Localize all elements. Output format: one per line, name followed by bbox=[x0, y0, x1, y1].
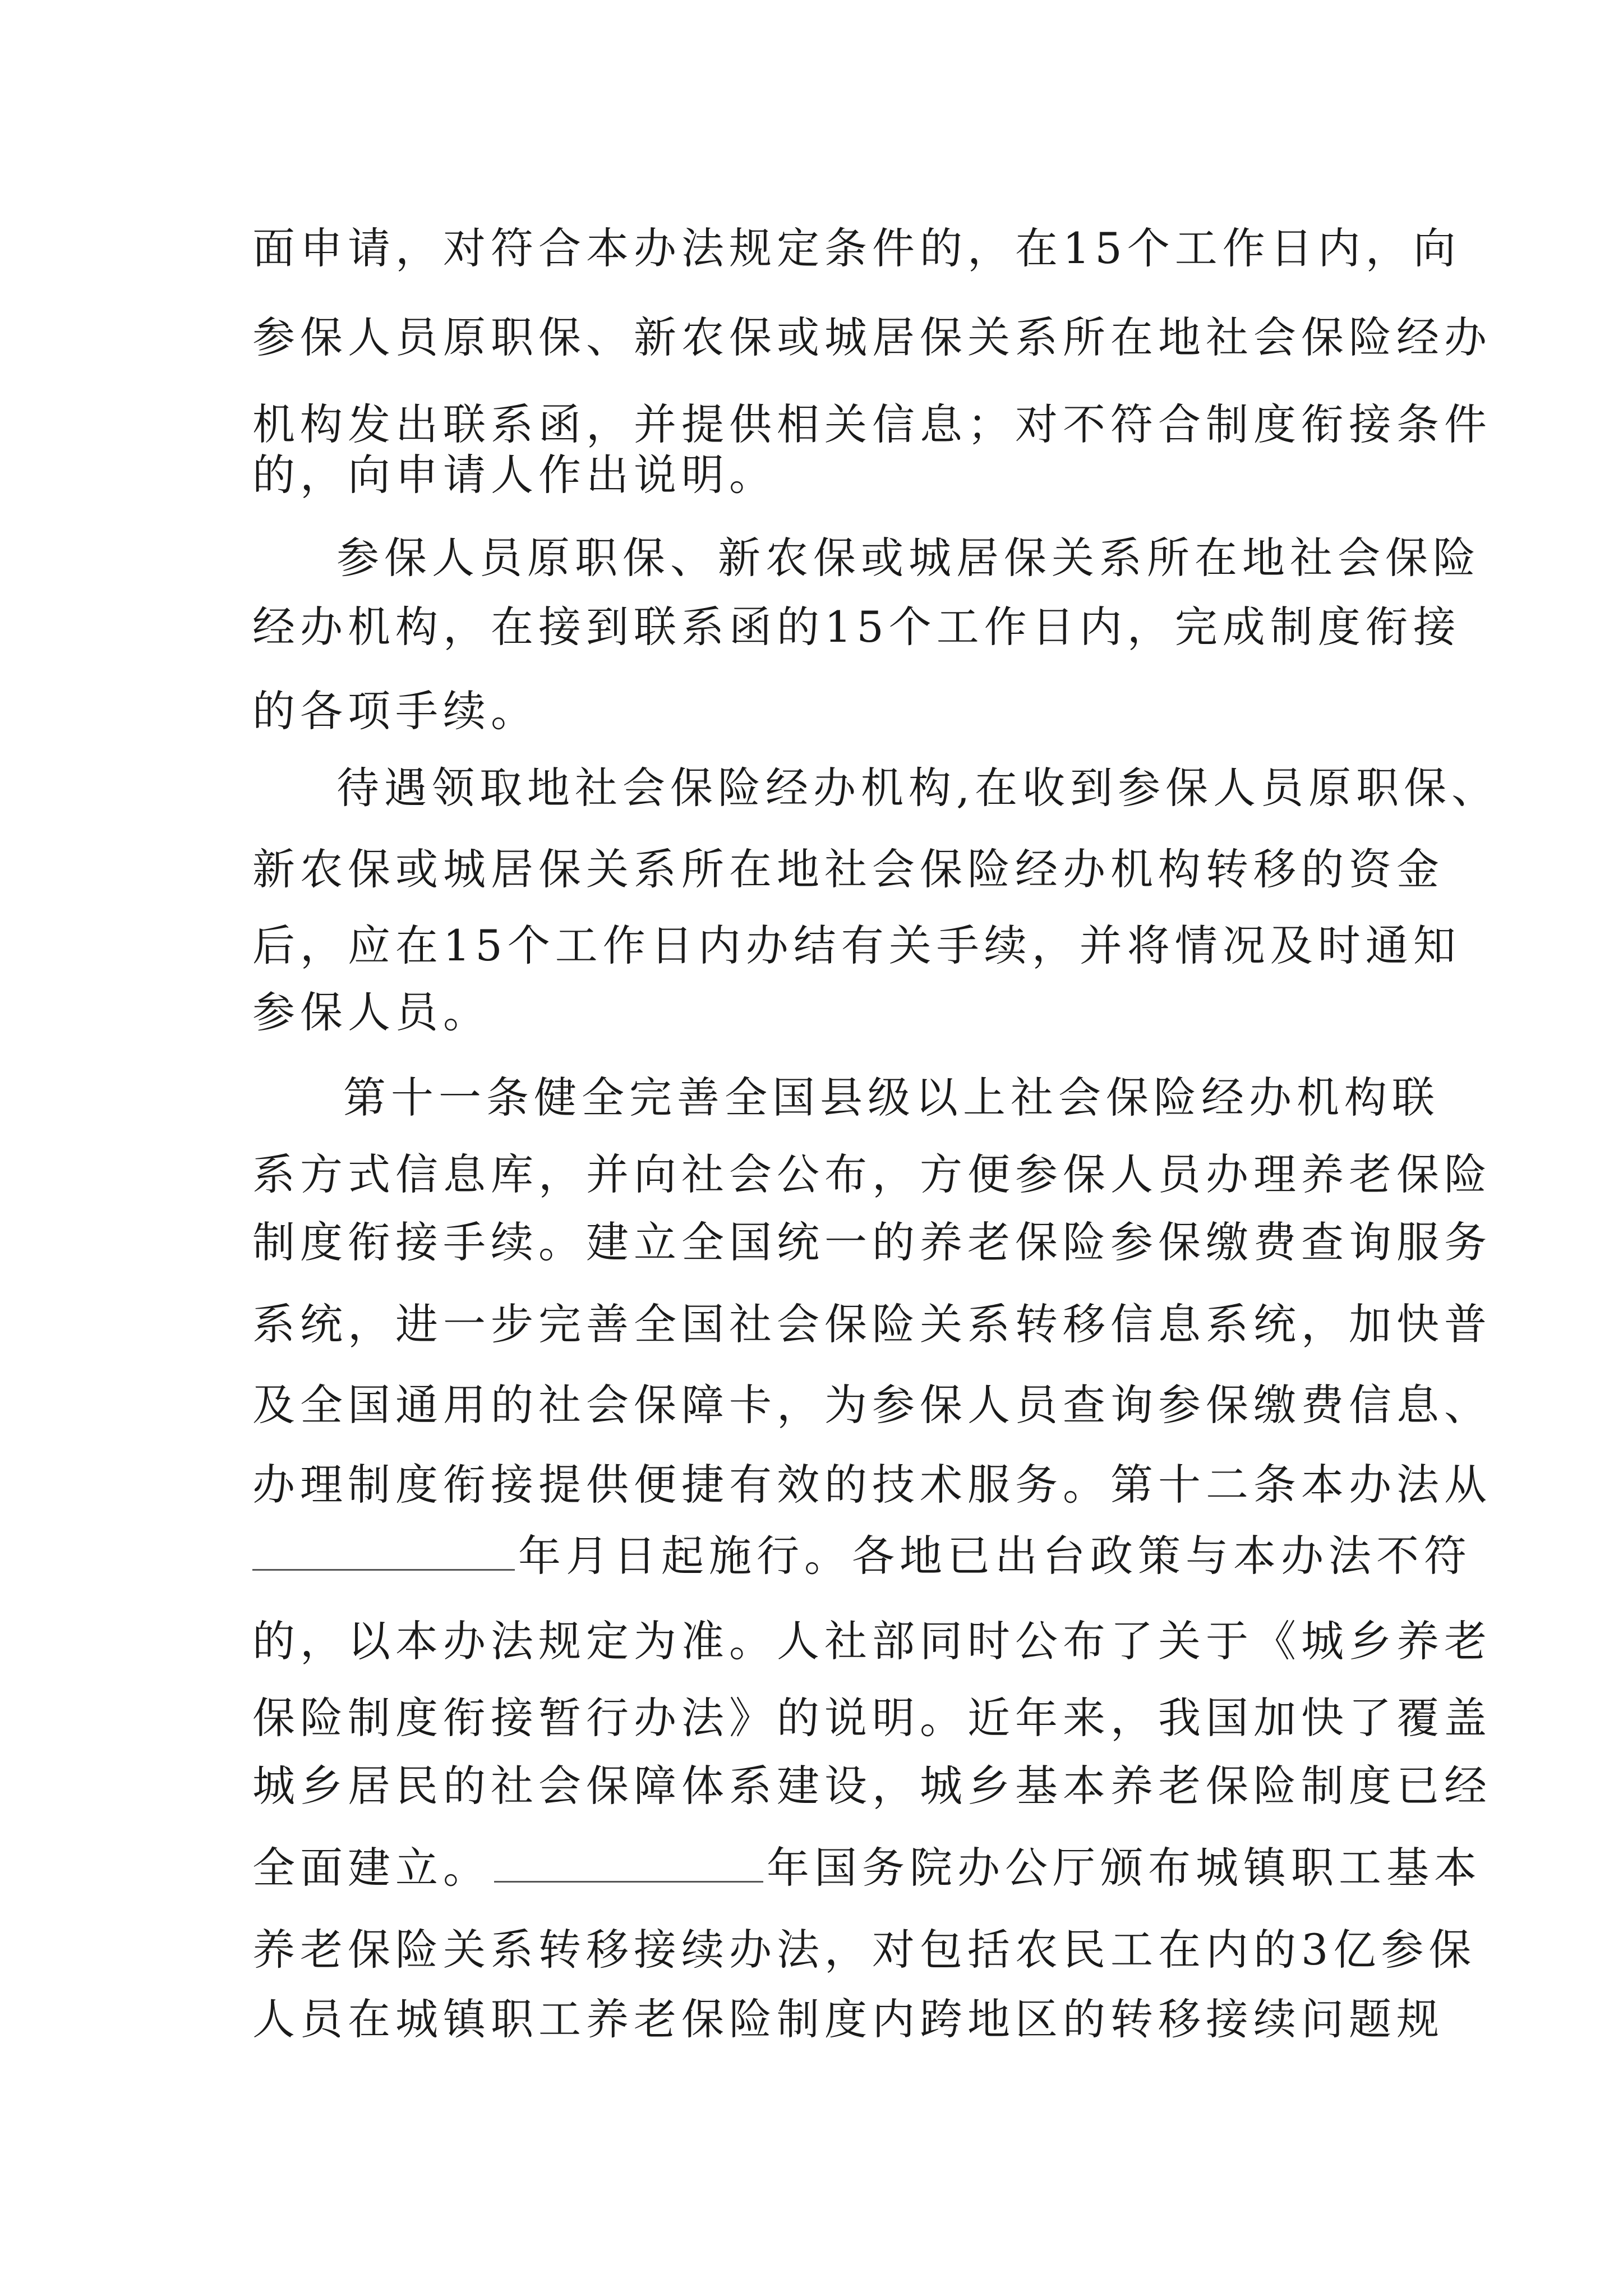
text-line: 待遇领取地社会保险经办机构,在收到参保人员原职保、 bbox=[336, 763, 1500, 813]
text-line: 保险制度衔接暂行办法》的说明。近年来，我国加快了覆盖 bbox=[252, 1693, 1492, 1743]
text-line: 参保人员原职保、新农保或城居保关系所在地社会保险 bbox=[336, 533, 1481, 583]
text-line: 第十一条健全完善全国县级以上社会保险经办机构联 bbox=[343, 1073, 1440, 1122]
text-line: 人员在城镇职工养老保险制度内跨地区的转移接续问题规 bbox=[252, 1994, 1444, 2044]
text-line: 经办机构，在接到联系函的15个工作日内，完成制度衔接 bbox=[252, 602, 1461, 652]
text-line: 系统，进一步完善全国社会保险关系转移信息系统，加快普 bbox=[252, 1299, 1492, 1349]
text-line: 参保人员。 bbox=[252, 987, 491, 1037]
text-line: 面申请，对符合本办法规定条件的，在15个工作日内，向 bbox=[252, 223, 1461, 273]
text-line: 及全国通用的社会保障卡，为参保人员查询参保缴费信息、 bbox=[252, 1380, 1492, 1430]
text-line: 的，向申请人作出说明。 bbox=[252, 450, 777, 500]
text-line: 参保人员原职保、新农保或城居保关系所在地社会保险经办 bbox=[252, 312, 1492, 362]
fill-in-blank bbox=[494, 1839, 763, 1883]
text-line: 机构发出联系函，并提供相关信息；对不符合制度衔接条件 bbox=[252, 399, 1492, 449]
text-line: 系方式信息库，并向社会公布，方便参保人员办理养老保险 bbox=[252, 1149, 1492, 1199]
text-line: 养老保险关系转移接续办法，对包括农民工在内的3亿参保 bbox=[252, 1925, 1477, 1975]
text-segment: 年国务院办公厅颁布城镇职工基本 bbox=[767, 1843, 1482, 1893]
text-line: 城乡居民的社会保障体系建设，城乡基本养老保险制度已经 bbox=[252, 1761, 1492, 1811]
text-segment: 年月日起施行。各地已出台政策与本办法不符 bbox=[518, 1531, 1472, 1581]
text-line bbox=[252, 1527, 1472, 1584]
text-line bbox=[252, 1839, 1482, 1896]
text-line: 后，应在15个工作日内办结有关手续，并将情况及时通知 bbox=[252, 921, 1461, 970]
text-segment: 全面建立。 bbox=[252, 1843, 491, 1893]
text-line: 的，以本办法规定为准。人社部同时公布了关于《城乡养老 bbox=[252, 1616, 1492, 1666]
fill-in-blank bbox=[252, 1527, 515, 1571]
text-line: 新农保或城居保关系所在地社会保险经办机构转移的资金 bbox=[252, 844, 1444, 894]
text-line: 办理制度衔接提供便捷有效的技术服务。第十二条本办法从 bbox=[252, 1460, 1492, 1510]
text-line: 制度衔接手续。建立全国统一的养老保险参保缴费查询服务 bbox=[252, 1217, 1492, 1267]
text-line: 的各项手续。 bbox=[252, 686, 538, 736]
